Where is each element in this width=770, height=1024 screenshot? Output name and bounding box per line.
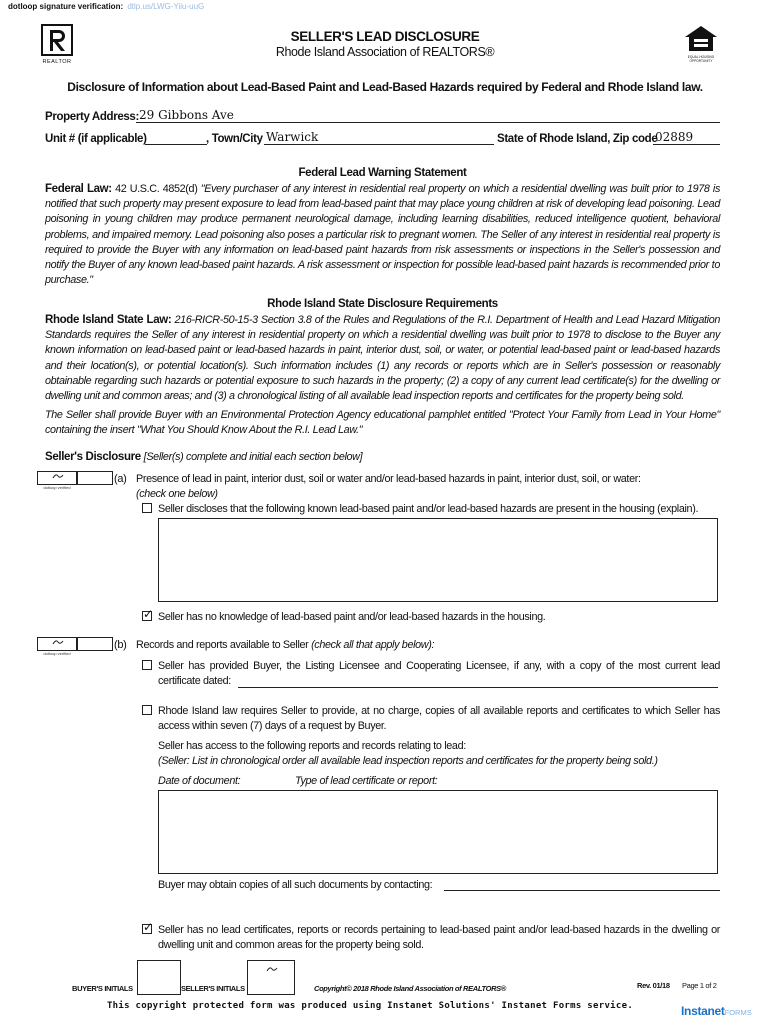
document-title: SELLER'S LEAD DISCLOSURE: [290, 29, 480, 44]
section-a-initials-1[interactable]: [37, 471, 77, 485]
federal-citation: 42 U.S.C. 4852(d): [115, 183, 198, 195]
realtor-r-icon: [41, 24, 73, 56]
state-heading: Rhode Island State Disclosure Requirements: [267, 298, 498, 310]
copyright-text: Copyright© 2018 Rhode Island Association of REALTORS®: [314, 984, 506, 993]
federal-body: "Every purchaser of any interest in residential real property on which a residential dwelling was built prior to 1978 is notified that such property may present exposure to lead from lead-based paint that may place young children at risk of developing lead poisoning. Lead poisoning in young children may produce permanent neurological damage, including learning disabilities, reduced intelligence quotient, behavioral problems, and impaired memory. Lead poisoning also poses a particular risk to pregnant women. The Seller of any interest in residential real property is required to provide the Buyer with any information on lead-based paint hazards from risk assessments or inspections in the Seller's possession and notify the Buyer of any known lead-based paint hazards. A risk assessment or inspection for possible lead-based paint hazards is recommended prior to purchase.": [45, 183, 720, 287]
section-a-text: Presence of lead in paint, interior dust, soil or water and/or lead-based hazards in paint, interior dust, soil, or water:: [136, 473, 641, 485]
verification-link[interactable]: dtlp.us/LWG-Yiiu-uuG: [127, 2, 205, 11]
certificate-date-field[interactable]: [238, 687, 718, 688]
forms-brand: FORMS: [724, 1008, 752, 1017]
instanet-brand: Instanet: [681, 1004, 725, 1018]
checkmark-icon: ✓: [143, 920, 154, 934]
town-field[interactable]: Warwick: [266, 130, 319, 144]
reports-list-box[interactable]: [158, 790, 718, 874]
zip-field[interactable]: 02889: [655, 130, 694, 144]
buyer-obtain-text: Buyer may obtain copies of all such documents by contacting:: [158, 879, 433, 891]
property-address-line: [136, 122, 720, 123]
section-b-option1-text: Seller has provided Buyer, the Listing Licensee and Cooperating Licensee, if any, with a copy of the most current lead certificate dated:: [158, 660, 720, 687]
section-a-explain-box[interactable]: [158, 518, 718, 602]
section-b-initials-2[interactable]: [77, 637, 113, 651]
federal-law-paragraph: [45, 182, 720, 288]
buyers-initials-box[interactable]: [137, 960, 181, 995]
buyer-obtain-contact-field[interactable]: [444, 890, 720, 891]
access-text: Seller has access to the following reports and records relating to lead:: [158, 740, 466, 752]
verification-label: dotloop signature verification:: [8, 2, 124, 11]
unit-label: Unit # (if applicable): [45, 133, 147, 145]
section-a-option1-checkbox[interactable]: [142, 503, 152, 513]
produced-by-text: This copyright protected form was produced using Instanet Solutions' Instanet Forms service.: [106, 1001, 634, 1011]
section-a-dotloop-mark: dotloop verified: [43, 485, 71, 490]
section-b-option2-checkbox[interactable]: [142, 705, 152, 715]
section-b-option2-text: Rhode Island law requires Seller to provide, at no charge, copies of all available reports and certificates to which Seller has access within seven (7) days of a request by Buyer.: [158, 705, 720, 732]
section-b-option3-text: Seller has no lead certificates, reports or records pertaining to lead-based paint and/or lead-based hazards in the dwelling or dwelling unit and common areas for the property being sold.: [158, 924, 720, 951]
dotloop-signature-icon: [52, 639, 64, 646]
section-b-initials-1[interactable]: [37, 637, 77, 651]
dotloop-signature-icon: [266, 966, 278, 973]
checkmark-icon: ✓: [143, 607, 154, 621]
sellers-initials-box[interactable]: [247, 960, 295, 995]
town-label: , Town/City: [206, 133, 263, 145]
state-body: 216-RICR-50-15-3 Section 3.8 of the Rules and Regulations of the R.I. Department of Health and Lead Hazard Mitigation Standards requires the Seller of any interest in residential property on which a residential dwelling was built prior to 1978 to disclose to the Buyer any known information on lead-based paint or lead-based hazards in paint, interior dust, soil, or water, or potential lead-based paint or lead-based hazards and their location(s), or potential location(s). Such information includes (1) any records or reports which are in Seller's possession or reasonably obtainable regarding such hazards or potential exposure to such hazards in the property; (2) a copy of any current lead certificate(s) for the dwelling or dwelling unit and common areas; and (3) a chronological listing of all available lead inspection reports and certificates for the property being sold.: [45, 314, 721, 403]
revision-text: Rev. 01/18: [637, 981, 670, 990]
section-a-option1-text: Seller discloses that the following known lead-based paint and/or lead-based hazards are present in the housing (explain).: [158, 503, 699, 515]
section-a-option2-text: Seller has no knowledge of lead-based paint and/or lead-based hazards in the housing.: [158, 611, 546, 623]
section-b-dotloop-mark: dotloop verified: [43, 651, 71, 656]
zip-line: [653, 144, 720, 145]
page-number: Page 1 of 2: [682, 981, 717, 990]
equal-housing-icon: [683, 25, 719, 52]
unit-field[interactable]: [145, 144, 207, 145]
sellers-disclosure-note: [Seller(s) complete and initial each section below]: [143, 451, 363, 463]
section-a-note: (check one below): [136, 488, 218, 500]
equal-housing-caption: EQUAL HOUSING OPPORTUNITY: [687, 55, 715, 63]
dotloop-verification: [8, 2, 204, 11]
property-address-label: Property Address:: [45, 111, 139, 123]
federal-heading: Federal Lead Warning Statement: [298, 167, 467, 179]
state-law-lead: Rhode Island State Law:: [45, 314, 172, 326]
equal-housing-logo: [683, 25, 719, 61]
type-column-label: Type of lead certificate or report:: [295, 775, 438, 787]
document-subtitle: Rhode Island Association of REALTORS®: [275, 45, 495, 59]
federal-law-lead: Federal Law:: [45, 183, 112, 195]
section-a-option2-checkbox[interactable]: [142, 607, 154, 621]
realtor-logo: [41, 24, 73, 64]
buyers-initials-label: BUYER'S INITIALS: [72, 984, 133, 993]
state-zip-label: State of Rhode Island, Zip code: [497, 133, 658, 145]
section-a-initials-2[interactable]: [77, 471, 113, 485]
state-law-paragraph: [45, 313, 720, 404]
town-line: [264, 144, 494, 145]
section-b-note: (check all that apply below):: [311, 639, 435, 651]
access-note: (Seller: List in chronological order all available lead inspection reports and certificates for the property being sold.): [158, 755, 658, 767]
date-column-label: Date of document:: [158, 775, 241, 787]
realtor-logo-caption: REALTOR: [42, 59, 72, 65]
section-b-text: Records and reports available to Seller: [136, 639, 309, 651]
instanet-forms-logo: [681, 1004, 752, 1018]
pamphlet-paragraph: The Seller shall provide Buyer with an Environmental Protection Agency educational pamphlet entitled "Protect Your Family from Lead in Your Home" containing the insert "What You Should Know About the R.I. Lead Law.": [45, 409, 720, 437]
section-a-letter: (a): [114, 473, 127, 485]
main-title: Disclosure of Information about Lead-Based Paint and Lead-Based Hazards required by Federal and Rhode Island law.: [67, 80, 703, 94]
sellers-disclosure-label: Seller's Disclosure: [45, 451, 141, 463]
section-b-option3-checkbox[interactable]: [142, 920, 154, 934]
section-b-option1-checkbox[interactable]: [142, 660, 152, 670]
dotloop-signature-icon: [52, 473, 64, 480]
property-address-field[interactable]: 29 Gibbons Ave: [139, 108, 234, 122]
section-b-heading: [136, 639, 434, 651]
sellers-initials-label: SELLER'S INITIALS: [181, 984, 245, 993]
sellers-disclosure-heading: [45, 451, 362, 463]
section-b-letter: (b): [114, 639, 127, 651]
